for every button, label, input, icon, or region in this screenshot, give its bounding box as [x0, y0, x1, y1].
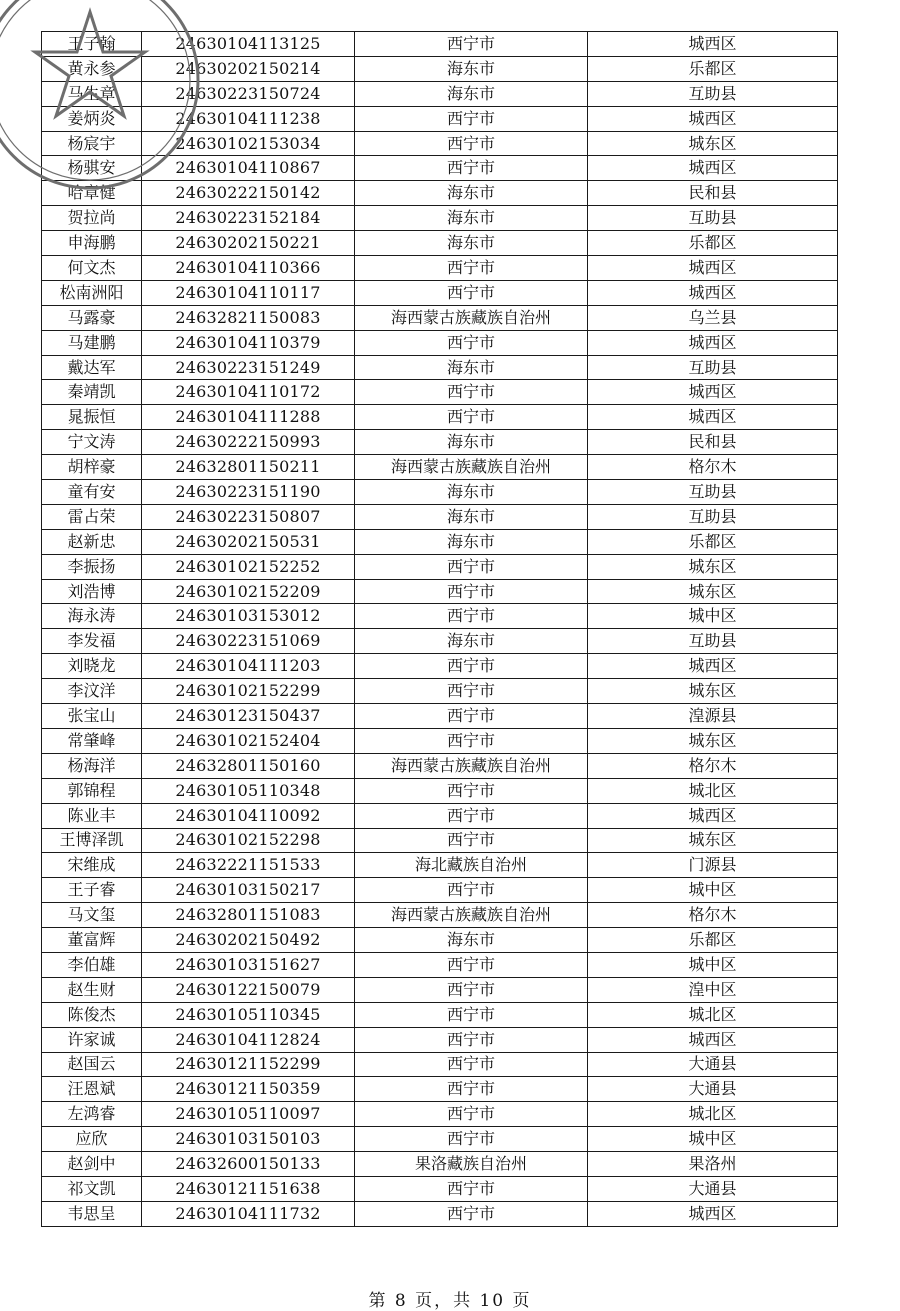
name-cell: 申海鹏 [42, 231, 142, 256]
exam-id-cell: 24630105110097 [142, 1102, 355, 1127]
table-row [42, 106, 838, 131]
district-cell: 城东区 [588, 131, 838, 156]
name-cell: 郭锦程 [42, 778, 142, 803]
table-row [42, 778, 838, 803]
name-cell: 陈俊杰 [42, 1002, 142, 1027]
district-cell: 民和县 [588, 181, 838, 206]
exam-id-cell: 24630223151069 [142, 629, 355, 654]
name-cell: 马露豪 [42, 305, 142, 330]
city-cell: 海西蒙古族藏族自治州 [355, 903, 588, 928]
table-row [42, 654, 838, 679]
city-cell: 西宁市 [355, 405, 588, 430]
name-cell: 雷占荣 [42, 504, 142, 529]
name-cell: 张宝山 [42, 704, 142, 729]
city-cell: 西宁市 [355, 554, 588, 579]
table-row [42, 504, 838, 529]
exam-id-cell: 24630222150993 [142, 430, 355, 455]
name-cell: 应欣 [42, 1127, 142, 1152]
district-cell: 互助县 [588, 504, 838, 529]
table-row [42, 604, 838, 629]
city-cell: 海东市 [355, 480, 588, 505]
table-row [42, 529, 838, 554]
city-cell: 海东市 [355, 206, 588, 231]
table-row [42, 828, 838, 853]
table-row [42, 405, 838, 430]
district-cell: 城东区 [588, 579, 838, 604]
exam-id-cell: 24632600150133 [142, 1152, 355, 1177]
table-row [42, 1002, 838, 1027]
district-cell: 乐都区 [588, 529, 838, 554]
name-cell: 李伯雄 [42, 952, 142, 977]
name-cell: 祁文凯 [42, 1176, 142, 1201]
city-cell: 西宁市 [355, 704, 588, 729]
district-cell: 互助县 [588, 480, 838, 505]
district-cell: 大通县 [588, 1077, 838, 1102]
table-row [42, 280, 838, 305]
exam-id-cell: 24630104110172 [142, 380, 355, 405]
exam-id-cell: 24630104110117 [142, 280, 355, 305]
name-cell: 左鸿睿 [42, 1102, 142, 1127]
city-cell: 西宁市 [355, 1102, 588, 1127]
district-cell: 互助县 [588, 355, 838, 380]
table-row [42, 803, 838, 828]
name-cell: 黄永参 [42, 56, 142, 81]
district-cell: 城西区 [588, 330, 838, 355]
district-cell: 乐都区 [588, 56, 838, 81]
city-cell: 西宁市 [355, 579, 588, 604]
exam-id-cell: 24630105110348 [142, 778, 355, 803]
district-cell: 民和县 [588, 430, 838, 455]
name-cell: 赵剑中 [42, 1152, 142, 1177]
city-cell: 西宁市 [355, 878, 588, 903]
city-cell: 西宁市 [355, 156, 588, 181]
exam-id-cell: 24630121151638 [142, 1176, 355, 1201]
name-cell: 赵国云 [42, 1052, 142, 1077]
name-cell: 马生章 [42, 81, 142, 106]
name-cell: 杨骐安 [42, 156, 142, 181]
exam-id-cell: 24630202150492 [142, 928, 355, 953]
table-row [42, 206, 838, 231]
city-cell: 西宁市 [355, 1027, 588, 1052]
table-row [42, 704, 838, 729]
page-footer: 第 8 页，共 10 页 [368, 1291, 532, 1311]
district-cell: 湟源县 [588, 704, 838, 729]
table-row [42, 952, 838, 977]
exam-id-cell: 24630103150217 [142, 878, 355, 903]
table-row [42, 554, 838, 579]
district-cell: 城东区 [588, 679, 838, 704]
exam-id-cell: 24630104111732 [142, 1201, 355, 1226]
exam-id-cell: 24630102152299 [142, 679, 355, 704]
table-row [42, 679, 838, 704]
district-cell: 乐都区 [588, 231, 838, 256]
district-cell: 城西区 [588, 156, 838, 181]
name-cell: 杨海洋 [42, 753, 142, 778]
table-row [42, 1027, 838, 1052]
name-cell: 王子翰 [42, 32, 142, 57]
exam-id-cell: 24630223150724 [142, 81, 355, 106]
city-cell: 西宁市 [355, 803, 588, 828]
exam-id-cell: 24632221151533 [142, 853, 355, 878]
district-cell: 城西区 [588, 1201, 838, 1226]
name-cell: 李振扬 [42, 554, 142, 579]
exam-id-cell: 24630103153012 [142, 604, 355, 629]
city-cell: 海北藏族自治州 [355, 853, 588, 878]
city-cell: 西宁市 [355, 131, 588, 156]
district-cell: 城中区 [588, 878, 838, 903]
exam-id-cell: 24630121150359 [142, 1077, 355, 1102]
city-cell: 西宁市 [355, 330, 588, 355]
name-cell: 海永涛 [42, 604, 142, 629]
name-cell: 汪恩斌 [42, 1077, 142, 1102]
district-cell: 城西区 [588, 1027, 838, 1052]
name-cell: 王子睿 [42, 878, 142, 903]
exam-id-cell: 24632821150083 [142, 305, 355, 330]
exam-id-cell: 24630121152299 [142, 1052, 355, 1077]
table-row [42, 853, 838, 878]
district-cell: 城东区 [588, 728, 838, 753]
district-cell: 城北区 [588, 1102, 838, 1127]
exam-id-cell: 24630123150437 [142, 704, 355, 729]
city-cell: 海东市 [355, 504, 588, 529]
exam-id-cell: 24630202150221 [142, 231, 355, 256]
name-cell: 宋维成 [42, 853, 142, 878]
table-row [42, 231, 838, 256]
exam-id-cell: 24630104110379 [142, 330, 355, 355]
city-cell: 海东市 [355, 529, 588, 554]
exam-id-cell: 24630104111288 [142, 405, 355, 430]
district-cell: 互助县 [588, 206, 838, 231]
exam-id-cell: 24630102152298 [142, 828, 355, 853]
district-cell: 城北区 [588, 1002, 838, 1027]
table-row [42, 977, 838, 1002]
table-row [42, 1102, 838, 1127]
district-cell: 城中区 [588, 952, 838, 977]
table-row [42, 81, 838, 106]
name-cell: 哈章健 [42, 181, 142, 206]
name-cell: 陈业丰 [42, 803, 142, 828]
district-cell: 城北区 [588, 778, 838, 803]
district-cell: 城东区 [588, 828, 838, 853]
city-cell: 西宁市 [355, 380, 588, 405]
name-cell: 戴达军 [42, 355, 142, 380]
table-row [42, 305, 838, 330]
district-cell: 互助县 [588, 81, 838, 106]
city-cell: 西宁市 [355, 778, 588, 803]
district-cell: 湟中区 [588, 977, 838, 1002]
name-cell: 李发福 [42, 629, 142, 654]
exam-id-cell: 24630104113125 [142, 32, 355, 57]
name-cell: 韦思呈 [42, 1201, 142, 1226]
city-cell: 西宁市 [355, 1127, 588, 1152]
city-cell: 西宁市 [355, 952, 588, 977]
table-row [42, 32, 838, 57]
exam-id-cell: 24632801151083 [142, 903, 355, 928]
city-cell: 西宁市 [355, 728, 588, 753]
city-cell: 西宁市 [355, 280, 588, 305]
district-cell: 格尔木 [588, 903, 838, 928]
name-cell: 王博泽凯 [42, 828, 142, 853]
exam-id-cell: 24632801150160 [142, 753, 355, 778]
exam-id-cell: 24630102152252 [142, 554, 355, 579]
exam-id-cell: 24630103151627 [142, 952, 355, 977]
table-row [42, 1052, 838, 1077]
exam-id-cell: 24630102152209 [142, 579, 355, 604]
table-row [42, 1176, 838, 1201]
table-row [42, 131, 838, 156]
city-cell: 海东市 [355, 629, 588, 654]
table-row [42, 256, 838, 281]
exam-id-cell: 24630102152404 [142, 728, 355, 753]
district-cell: 城西区 [588, 803, 838, 828]
name-cell: 董富辉 [42, 928, 142, 953]
table-row [42, 1077, 838, 1102]
city-cell: 西宁市 [355, 1176, 588, 1201]
district-cell: 城西区 [588, 256, 838, 281]
name-cell: 赵生财 [42, 977, 142, 1002]
table-row [42, 1127, 838, 1152]
district-cell: 城西区 [588, 405, 838, 430]
table-row [42, 330, 838, 355]
city-cell: 海西蒙古族藏族自治州 [355, 305, 588, 330]
roster-table [41, 31, 838, 1227]
district-cell: 城东区 [588, 554, 838, 579]
table-row [42, 1201, 838, 1226]
name-cell: 童有安 [42, 480, 142, 505]
name-cell: 赵新忠 [42, 529, 142, 554]
table-row [42, 878, 838, 903]
city-cell: 果洛藏族自治州 [355, 1152, 588, 1177]
name-cell: 秦靖凯 [42, 380, 142, 405]
city-cell: 海西蒙古族藏族自治州 [355, 753, 588, 778]
table-row [42, 380, 838, 405]
district-cell: 格尔木 [588, 753, 838, 778]
city-cell: 西宁市 [355, 32, 588, 57]
name-cell: 马建鹏 [42, 330, 142, 355]
name-cell: 宁文涛 [42, 430, 142, 455]
city-cell: 西宁市 [355, 1052, 588, 1077]
table-row [42, 355, 838, 380]
city-cell: 海东市 [355, 181, 588, 206]
table-row [42, 1152, 838, 1177]
name-cell: 松南洲阳 [42, 280, 142, 305]
city-cell: 西宁市 [355, 256, 588, 281]
exam-id-cell: 24630223152184 [142, 206, 355, 231]
exam-id-cell: 24630103150103 [142, 1127, 355, 1152]
name-cell: 胡梓豪 [42, 455, 142, 480]
city-cell: 海东市 [355, 430, 588, 455]
district-cell: 城西区 [588, 280, 838, 305]
district-cell: 门源县 [588, 853, 838, 878]
city-cell: 西宁市 [355, 1201, 588, 1226]
table-row [42, 629, 838, 654]
exam-id-cell: 24630104111238 [142, 106, 355, 131]
exam-id-cell: 24630104110867 [142, 156, 355, 181]
district-cell: 乌兰县 [588, 305, 838, 330]
table-row [42, 455, 838, 480]
district-cell: 城西区 [588, 106, 838, 131]
name-cell: 刘浩博 [42, 579, 142, 604]
city-cell: 海东市 [355, 928, 588, 953]
district-cell: 城中区 [588, 1127, 838, 1152]
name-cell: 晁振恒 [42, 405, 142, 430]
exam-id-cell: 24630202150214 [142, 56, 355, 81]
district-cell: 城西区 [588, 380, 838, 405]
district-cell: 格尔木 [588, 455, 838, 480]
district-cell: 城中区 [588, 604, 838, 629]
roster-body [42, 32, 838, 1227]
district-cell: 乐都区 [588, 928, 838, 953]
name-cell: 贺拉尚 [42, 206, 142, 231]
exam-id-cell: 24630223150807 [142, 504, 355, 529]
city-cell: 海东市 [355, 231, 588, 256]
table-row [42, 430, 838, 455]
name-cell: 马文玺 [42, 903, 142, 928]
district-cell: 城西区 [588, 32, 838, 57]
city-cell: 海西蒙古族藏族自治州 [355, 455, 588, 480]
district-cell: 城西区 [588, 654, 838, 679]
table-row [42, 56, 838, 81]
exam-id-cell: 24630202150531 [142, 529, 355, 554]
exam-id-cell: 24630102153034 [142, 131, 355, 156]
name-cell: 刘晓龙 [42, 654, 142, 679]
exam-id-cell: 24630122150079 [142, 977, 355, 1002]
name-cell: 许家诚 [42, 1027, 142, 1052]
district-cell: 大通县 [588, 1176, 838, 1201]
exam-id-cell: 24630104112824 [142, 1027, 355, 1052]
city-cell: 西宁市 [355, 977, 588, 1002]
exam-id-cell: 24630104110366 [142, 256, 355, 281]
name-cell: 姜炳炎 [42, 106, 142, 131]
name-cell: 李汶洋 [42, 679, 142, 704]
exam-id-cell: 24630223151190 [142, 480, 355, 505]
city-cell: 西宁市 [355, 1002, 588, 1027]
exam-id-cell: 24630104111203 [142, 654, 355, 679]
table-row [42, 903, 838, 928]
exam-id-cell: 24630222150142 [142, 181, 355, 206]
table-row [42, 753, 838, 778]
table-row [42, 480, 838, 505]
city-cell: 西宁市 [355, 604, 588, 629]
city-cell: 西宁市 [355, 828, 588, 853]
exam-id-cell: 24630104110092 [142, 803, 355, 828]
city-cell: 西宁市 [355, 654, 588, 679]
table-row [42, 579, 838, 604]
city-cell: 海东市 [355, 81, 588, 106]
city-cell: 西宁市 [355, 106, 588, 131]
exam-id-cell: 24630105110345 [142, 1002, 355, 1027]
name-cell: 杨宸宇 [42, 131, 142, 156]
city-cell: 海东市 [355, 355, 588, 380]
name-cell: 何文杰 [42, 256, 142, 281]
city-cell: 海东市 [355, 56, 588, 81]
name-cell: 常肇峰 [42, 728, 142, 753]
district-cell: 互助县 [588, 629, 838, 654]
exam-id-cell: 24632801150211 [142, 455, 355, 480]
table-row [42, 181, 838, 206]
district-cell: 大通县 [588, 1052, 838, 1077]
district-cell: 果洛州 [588, 1152, 838, 1177]
table-row [42, 156, 838, 181]
table-row [42, 728, 838, 753]
exam-id-cell: 24630223151249 [142, 355, 355, 380]
table-row [42, 928, 838, 953]
city-cell: 西宁市 [355, 1077, 588, 1102]
city-cell: 西宁市 [355, 679, 588, 704]
